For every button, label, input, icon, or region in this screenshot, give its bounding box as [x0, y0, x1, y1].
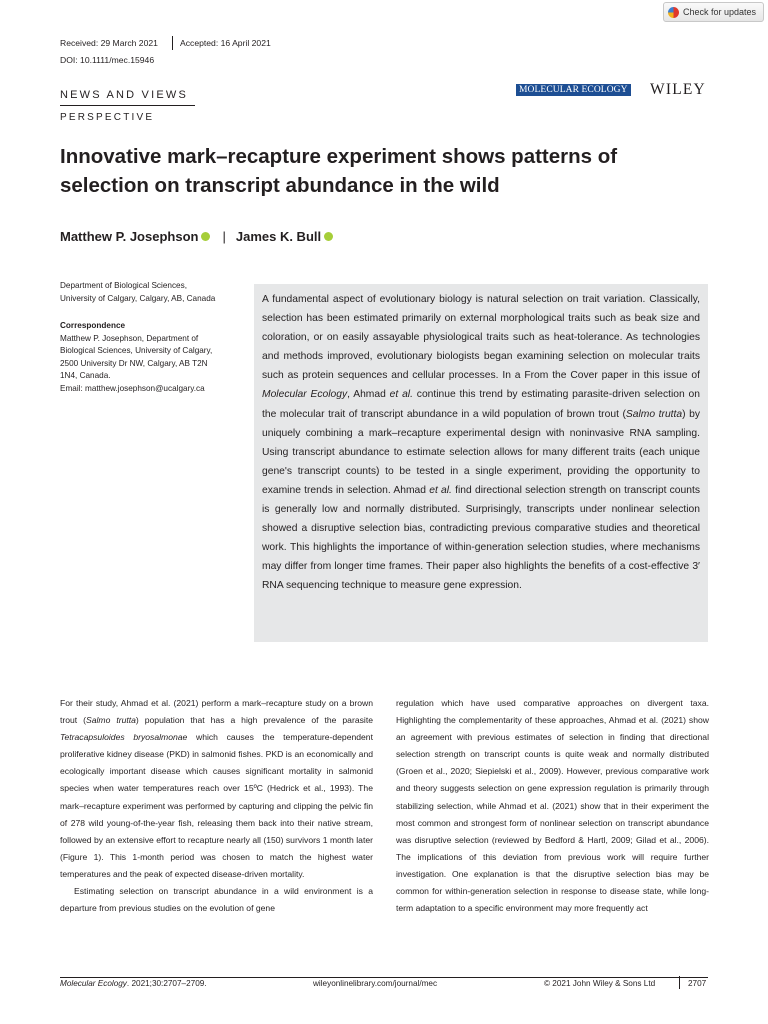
footer-divider	[679, 976, 680, 989]
footer-citation: Molecular Ecology. 2021;30:2707–2709.	[60, 979, 207, 988]
correspondence	[60, 320, 245, 395]
section-label: NEWS AND VIEWS	[60, 89, 188, 101]
correspondence-line: 1N4, Canada.	[60, 371, 111, 380]
body-paragraph: regulation which have used comparative approaches on divergent taxa. Highlighting the complementarity of these approaches, Ahmad et al. (2021) show an agreement with previous estimates of selection in finding that directional selection strength on transcript counts is quite weak and normally distributed (Groen et al., 2020; Siepielski et al., 2009). However, previous comparative work and theory suggests selection on gene expression regulation is primarily through stabilizing selection, while Ahmad et al. (2021) show that in their experiment the most common and strongest form of nonlinear selection on transcript abundance was disruptive selection (reviewed by Bedford & Hartl, 2009; Gilad et al., 2006). The implications of this deviation from previous work will require further investigation. One explanation is that the disruptive selection bias may be common for within-generation selection in response to disease state, while long-term adaptation to a specific environment may more frequently act	[396, 698, 709, 914]
doi[interactable]: DOI: 10.1111/mec.15946	[60, 55, 155, 65]
affiliation-line: Department of Biological Sciences,	[60, 281, 187, 290]
body-paragraph: For their study, Ahmad et al. (2021) perform a mark–recapture study on a brown trout (Salmo trutta) population that has a high prevalence of the parasite Tetracapsuloides bryosalmonae which causes the temperature-dependent proliferative kidney disease (PKD) in salmonid fishes. PKD is an economically and ecologically important disease which causes significant mortality in salmonid species when water temperatures reach over 15ºC (Hedrick et al., 1993). The mark–recapture experiment was performed by capturing and clipping the pelvic fin of 278 wild young-of-the-year fish, releasing them back into their native stream, followed by an extensive effort to recapture nearly all (150) survivors 1 month later (Figure 1). This 1-month period was chosen to match the highest water temperatures and the peak of expected disease-driven mortality.	[60, 698, 373, 879]
received-date: Received: 29 March 2021	[60, 38, 158, 48]
correspondence-line: Biological Sciences, University of Calgary,	[60, 346, 213, 355]
article-title	[60, 142, 700, 200]
journal-logo[interactable]: MOLECULAR ECOLOGY	[516, 84, 631, 96]
page-number: 2707	[688, 979, 707, 988]
affiliation	[60, 280, 245, 305]
affiliation-line: University of Calgary, Calgary, AB, Canada	[60, 293, 216, 303]
footer-rule	[60, 977, 708, 978]
accepted-date: Accepted: 16 April 2021	[180, 38, 271, 48]
correspondence-heading: Correspondence	[60, 321, 126, 330]
section-rule	[60, 105, 195, 106]
author-list	[60, 229, 335, 244]
footer-url[interactable]: wileyonlinelibrary.com/journal/mec	[313, 979, 438, 988]
correspondence-line: 2500 University Dr NW, Calgary, AB T2N	[60, 358, 208, 368]
header-divider	[172, 36, 173, 50]
orcid-icon[interactable]	[201, 232, 210, 241]
footer-copyright: © 2021 John Wiley & Sons Ltd	[544, 979, 656, 988]
body-column-left	[60, 695, 373, 917]
check-for-updates-label: Check for updates	[682, 7, 756, 17]
crossmark-icon	[668, 7, 679, 18]
abstract-text: A fundamental aspect of evolutionary biology is natural selection on trait variation. Classically, selection has been estimated primarily on external morphological traits such as beak size and coloration, or on easily assayable physiological traits such as heat-tolerance. As technologies and methods improved, evolutionary biologists began examining selection on molecular traits such as protein sequences and cellular processes. In a From the Cover paper in this issue of Molecular Ecology, Ahmad et al. continue this trend by estimating parasite-driven selection on the molecular trait of transcript abundance in a wild population of brown trout (Salmo trutta) by uniquely combining a mark–recapture experimental design with noninvasive RNA sampling. Using transcript abundance to estimate selection allows for many different traits (each unique gene's transcript counts) to be tested in a single experiment, providing the opportunity to examine trends in selection. Ahmad et al. find directional selection strength on transcript counts is generally low and normally distributed. Surprisingly, transcripts under nonlinear selection showed a disruptive selection bias, contradicting previous comparative studies and theoretical work. This highlights the importance of within-generation selection studies, where mechanisms may differ from longer time frames. Their paper also highlights the benefits of a cost-effective 3′ RNA sequencing technique to measure gene expression.	[262, 294, 701, 592]
abstract-box	[254, 284, 708, 642]
author-name[interactable]: Matthew P. Josephson	[60, 229, 199, 244]
correspondence-email[interactable]: Email: matthew.josephson@ucalgary.ca	[60, 383, 205, 393]
author-separator: |	[222, 229, 226, 244]
author-name[interactable]: James K. Bull	[235, 229, 322, 244]
subsection-label: PERSPECTIVE	[60, 112, 155, 123]
orcid-icon[interactable]	[324, 232, 333, 241]
publisher-logo[interactable]: WILEY	[650, 81, 706, 98]
title-line-1: Innovative mark–recapture experiment shows patterns of	[60, 145, 618, 168]
check-for-updates-button[interactable]	[663, 2, 764, 22]
body-paragraph: Estimating selection on transcript abundance in a wild environment is a departure from previous studies on the evolution of gene	[60, 886, 373, 914]
title-line-2: selection on transcript abundance in the wild	[60, 174, 500, 197]
body-column-right	[396, 695, 709, 917]
correspondence-line: Matthew P. Josephson, Department of	[60, 333, 199, 343]
